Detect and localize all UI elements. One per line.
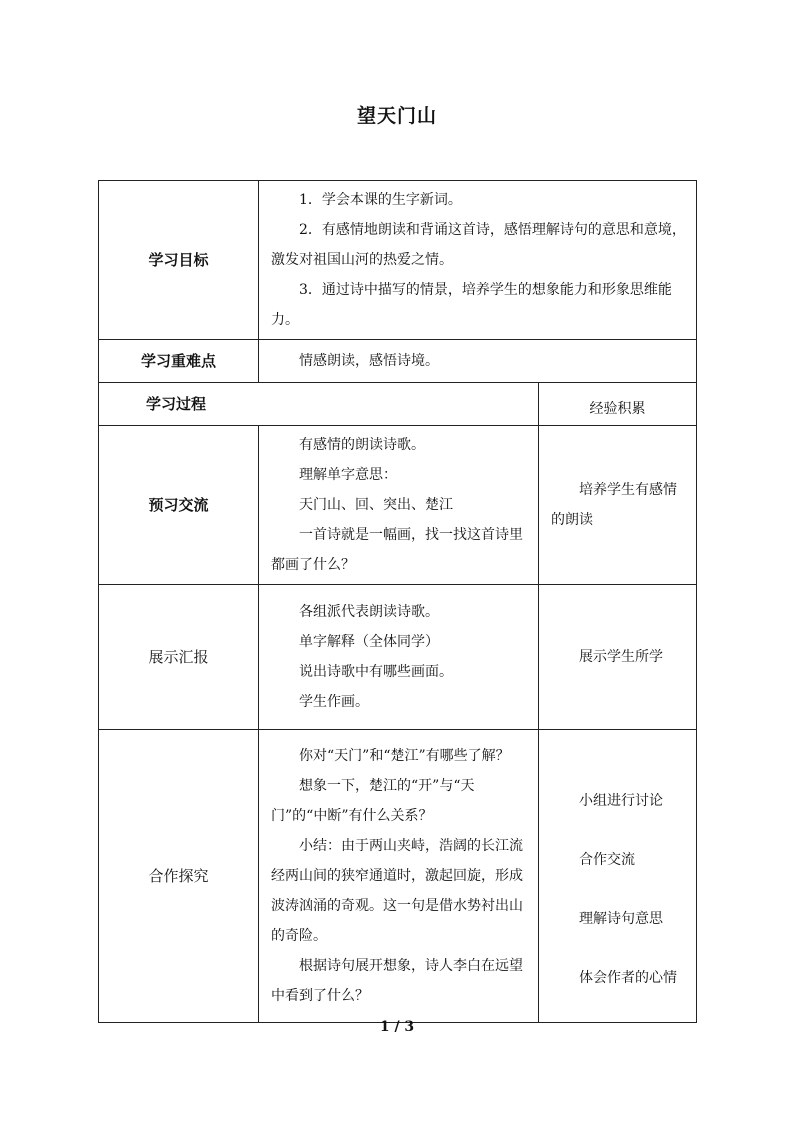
explore-experience-item: 小组进行讨论 [579, 792, 663, 809]
process-header-row [99, 383, 697, 426]
report-line: 各组派代表朗读诗歌。 [299, 604, 439, 620]
key-points-text: 情感朗读，感悟诗境。 [299, 353, 439, 369]
explore-experience-item: 体会作者的心情 [579, 969, 677, 986]
document-title: 望天门山 [356, 105, 437, 127]
explore-experience [539, 730, 697, 1023]
preview-line: 有感情的朗读诗歌。 [299, 437, 425, 453]
preview-label: 预习交流 [99, 426, 259, 585]
preview-experience-text: 培养学生有感情的朗读 [551, 482, 677, 528]
report-line: 学生作画。 [299, 694, 369, 710]
explore-row [99, 730, 697, 1023]
preview-content [259, 426, 539, 585]
key-points-label: 学习重难点 [99, 340, 259, 383]
report-experience [539, 585, 697, 730]
preview-experience [539, 426, 697, 585]
explore-line: 你对“天门”和“楚江”有哪些了解？ [299, 748, 510, 764]
page-number: 1 / 3 [379, 1019, 415, 1035]
report-row [99, 585, 697, 730]
process-label: 学习过程 [99, 383, 539, 426]
key-points-row [99, 340, 697, 383]
explore-line: 根据诗句展开想象，诗人李白在远望中看到了什么？ [271, 958, 523, 1004]
explore-label: 合作探究 [99, 730, 259, 1023]
explore-line: 想象一下，楚江的“开”与“天门”的“中断”有什么关系？ [271, 778, 475, 824]
experience-header: 经验积累 [539, 383, 697, 426]
objectives-row [99, 181, 697, 340]
preview-line: 一首诗就是一幅画，找一找这首诗里都画了什么？ [271, 527, 523, 573]
lesson-plan-table [98, 180, 697, 1023]
report-line: 说出诗歌中有哪些画面。 [299, 664, 453, 680]
key-points-content [259, 340, 697, 383]
preview-line: 理解单字意思： [299, 467, 397, 483]
explore-experience-item: 合作交流 [579, 851, 635, 868]
objective-line: 2．有感情地朗读和背诵这首诗，感悟理解诗句的意思和意境，激发对祖国山河的热爱之情。 [271, 222, 686, 268]
explore-content [259, 730, 539, 1023]
report-label: 展示汇报 [99, 585, 259, 730]
report-content [259, 585, 539, 730]
explore-line: 小结：由于两山夹峙，浩阔的长江流经两山间的狭窄通道时，激起回旋，形成波涛汹涌的奇观。这一句是借水势衬出山的奇险。 [271, 838, 523, 944]
objective-line: 3．通过诗中描写的情景，培养学生的想象能力和形象思维能力。 [271, 282, 672, 328]
explore-experience-item: 理解诗句意思 [579, 910, 663, 927]
preview-row [99, 426, 697, 585]
preview-line: 天门山、回、突出、楚江 [299, 497, 453, 513]
report-line: 单字解释（全体同学） [299, 634, 439, 650]
objectives-label: 学习目标 [99, 181, 259, 340]
report-experience-text: 展示学生所学 [579, 649, 663, 665]
objective-line: 1．学会本课的生字新词。 [299, 192, 462, 208]
objectives-content [259, 181, 697, 340]
